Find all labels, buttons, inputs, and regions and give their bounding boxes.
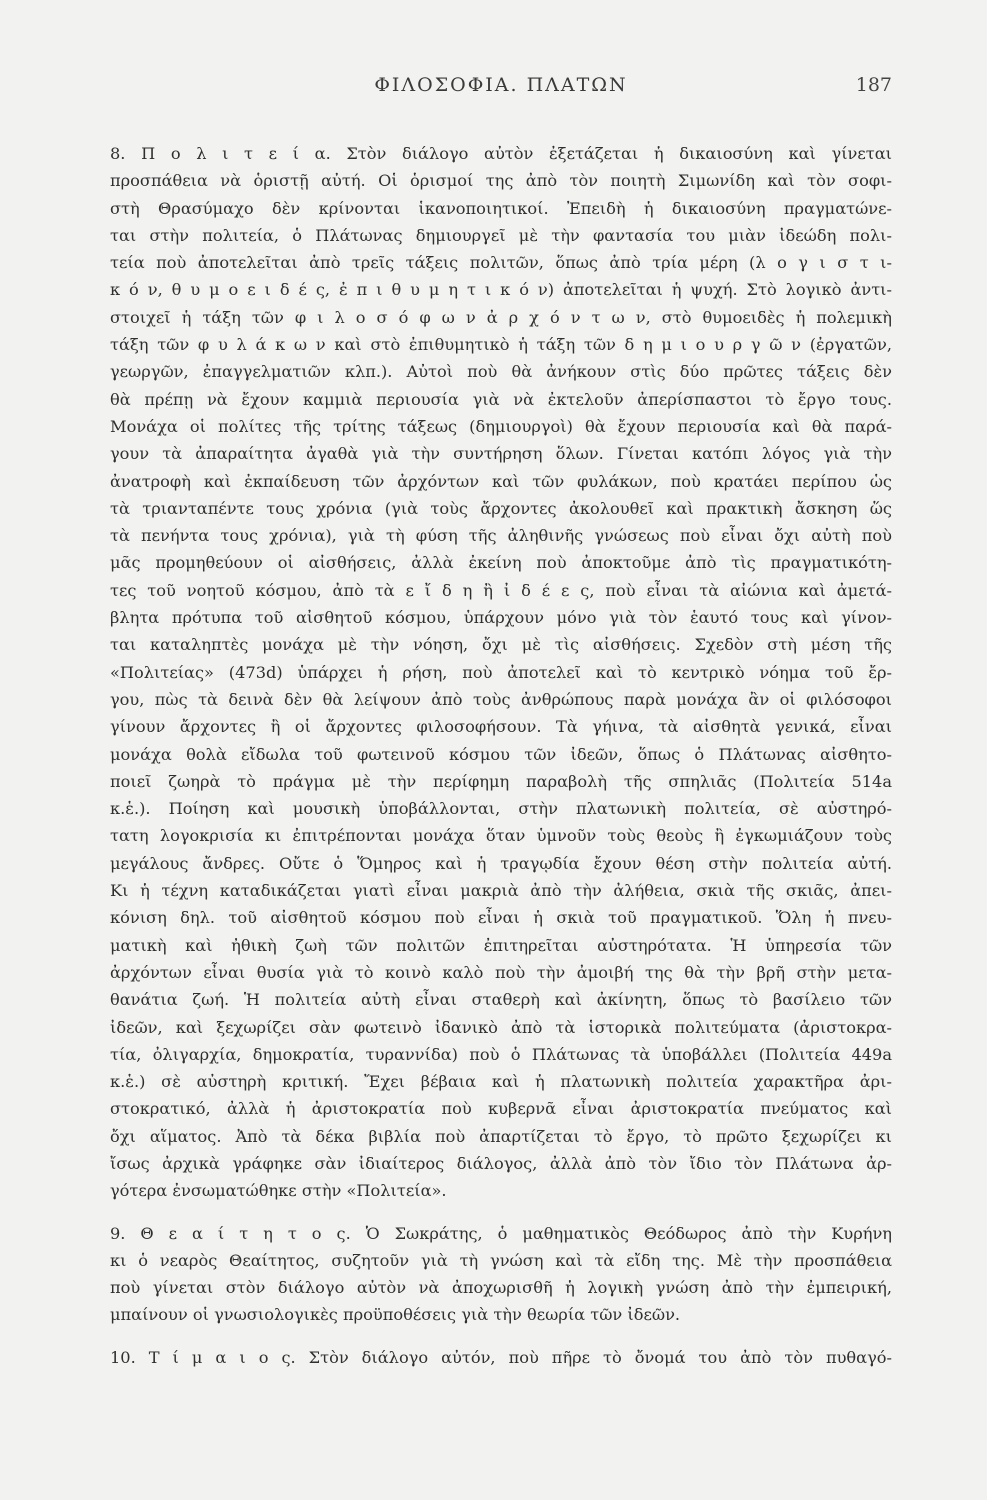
text-line: τία, ὀλιγαρχία, δημοκρατία, τυραννίδα) ποὺ ὁ Πλάτωνας τὰ ὑποβάλλει (Πολιτεία 449a [110,1044,892,1064]
running-title: ΦΙΛΟΣΟΦΙΑ. ΠΛΑΤΩΝ [374,74,628,96]
text-line: τατη λογοκρισία κι ἐπιτρέπονται μονάχα ὅταν ὑμνοῦν τοὺς θεοὺς ἢ ἐγκωμιάζουν τοὺς [110,826,892,846]
text-line: κόνιση δηλ. τοῦ αἰσθητοῦ κόσμου ποὺ εἶναι ἡ σκιὰ τοῦ πραγματικοῦ. Ὅλη ἡ πνευ- [110,908,892,928]
text-line: θὰ πρέπῃ νὰ ἔχουν καμμιὰ περιουσία γιὰ νὰ ἐκτελοῦν ἀπερίσπαστοι τὸ ἔργο τους. [110,389,892,409]
text-line: βλητα πρότυπα τοῦ αἰσθητοῦ κόσμου, ὑπάρχουν μόνο γιὰ τὸν ἑαυτό τους καὶ γίνον- [110,608,892,628]
text-line: ται καταληπτὲς μονάχα μὲ τὴν νόηση, ὄχι μὲ τὶς αἰσθήσεις. Σχεδὸν στὴ μέση τῆς [110,635,892,655]
text-line: μεγάλους ἄνδρες. Οὔτε ὁ Ὅμηρος καὶ ἡ τραγῳδία ἔχουν θέση στὴν πολιτεία αὐτή. [110,853,892,873]
text-line: Μονάχα οἱ πολίτες τῆς τρίτης τάξεως (δημιουργοὶ) θὰ ἔχουν περιουσία καὶ θὰ παρά- [110,416,892,436]
text-line: κ.ἑ.). Ποίηση καὶ μουσικὴ ὑποβάλλονται, στὴν πλατωνικὴ πολιτεία, σὲ αὐστηρό- [110,799,892,819]
text-line: κι ὁ νεαρὸς Θεαίτητος, συζητοῦν γιὰ τὴ γνώση καὶ τὰ εἴδη της. Μὲ τὴν προσπάθεια [110,1250,892,1270]
text-line: μπαίνουν οἱ γνωσιολογικὲς προϋποθέσεις γιὰ τὴν θεωρία τῶν ἰδεῶν. [110,1305,681,1325]
text-line: γότερα ἐνσωματώθηκε στὴν «Πολιτεία». [110,1181,447,1201]
text-line: τὰ πενήντα τους χρόνια), γιὰ τὴ φύση τῆς ἀληθινῆς γνώσεως ποὺ εἶναι ὄχι αὐτὴ ποὺ [110,526,892,546]
page-number: 187 [855,74,892,96]
text-line: Κι ἡ τέχνη καταδικάζεται γιατὶ εἶναι μακριὰ ἀπὸ τὴν ἀλήθεια, σκιὰ τῆς σκιᾶς, ἀπει- [110,881,892,901]
text-line: ἀνατροφὴ καὶ ἐκπαίδευση τῶν ἀρχόντων καὶ τῶν φυλάκων, ποὺ κρατάει περίπου ὡς [110,471,892,491]
text-line: κ ό ν, θ υ μ ο ε ι δ έ ς, ἐ π ι θ υ μ η τ ι κ ό ν) ἀποτελεῖται ἡ ψυχή. Στὸ λογικὸ ἀντι- [110,280,892,300]
text-line: 10. Τ ί μ α ι ο ς. Στὸν διάλογο αὐτόν, ποὺ πῆρε τὸ ὄνομά του ἀπὸ τὸν πυθαγό- [110,1347,892,1367]
text-line: γίνουν ἄρχοντες ἢ οἱ ἄρχοντες φιλοσοφήσουν. Τὰ γήινα, τὰ αἰσθητὰ γενικά, εἶναι [110,717,892,737]
text-line: θανάτια ζωή. Ἡ πολιτεία αὐτὴ εἶναι σταθερὴ καὶ ἀκίνητη, ὅπως τὸ βασίλειο τῶν [110,990,892,1010]
paragraph-timaios [110,1344,892,1371]
text-line: ται στὴν πολιτεία, ὁ Πλάτωνας δημιουργεῖ μὲ τὴν φαντασία του μιὰν ἰδεώδη πολι- [110,225,892,245]
text-line: ποιεῖ ζωηρὰ τὸ πράγμα μὲ τὴν περίφημη παραβολὴ τῆς σπηλιᾶς (Πολιτεία 514a [110,771,892,791]
text-line: γου, πὼς τὰ δεινὰ δὲν θὰ λείψουν ἀπὸ τοὺς ἀνθρώπους παρὰ μονάχα ἂν οἱ φιλόσοφοι [110,689,892,709]
text-line: τὰ τριανταπέντε τους χρόνια (γιὰ τοὺς ἄρχοντες ἀκολουθεῖ καὶ πρακτικὴ ἄσκηση ὥς [110,498,892,518]
paragraph-politeia [110,140,892,1205]
text-line: τεία ποὺ ἀποτελεῖται ἀπὸ τρεῖς τάξεις πολιτῶν, ὅπως ἀπὸ τρία μέρη (λ ο γ ι σ τ ι- [110,253,892,273]
text-line: κ.ἑ.) σὲ αὐστηρὴ κριτική. Ἔχει βέβαια καὶ ἡ πλατωνικὴ πολιτεία χαρακτῆρα ἀρι- [110,1072,892,1092]
text-line: τες τοῦ νοητοῦ κόσμου, ἀπὸ τὰ ε ἴ δ η ἢ ἰ δ έ ε ς, ποὺ εἶναι τὰ αἰώνια καὶ ἀμετά- [110,580,892,600]
running-head [110,74,892,104]
text-line: ἴσως ἀρχικὰ γράφηκε σὰν ἰδιαίτερος διάλογος, ἀλλὰ ἀπὸ τὸν ἴδιο τὸν Πλάτωνα ἀρ- [110,1153,892,1173]
text-line: ὄχι αἵματος. Ἀπὸ τὰ δέκα βιβλία ποὺ ἀπαρτίζεται τὸ ἔργο, τὸ πρῶτο ξεχωρίζει κι [110,1126,892,1146]
text-line: τάξη τῶν φ υ λ ά κ ω ν καὶ στὸ ἐπιθυμητικὸ ἡ τάξη τῶν δ η μ ι ο υ ρ γ ῶ ν (ἐργατῶν, [110,335,892,355]
text-line: προσπάθεια νὰ ὁριστῇ αὐτή. Οἱ ὁρισμοί της ἀπὸ τὸν ποιητὴ Σιμωνίδη καὶ τὸν σοφι- [110,171,892,191]
text-line: 8. Π ο λ ι τ ε ί α. Στὸν διάλογο αὐτὸν ἐξετάζεται ἡ δικαιοσύνη καὶ γίνεται [110,144,892,163]
body-text [110,140,892,1371]
text-line: μονάχα θολὰ εἴδωλα τοῦ φωτεινοῦ κόσμου τῶν ἰδεῶν, ὅπως ὁ Πλάτωνας αἰσθητο- [110,744,892,764]
text-line: μᾶς προμηθεύουν οἱ αἰσθήσεις, ἀλλὰ ἐκείνη ποὺ ἀποκτοῦμε ἀπὸ τὶς πραγματικότη- [110,553,892,573]
text-line: ματικὴ καὶ ἠθικὴ ζωὴ τῶν πολιτῶν ἐπιτηρεῖται αὐστηρότατα. Ἡ ὑπηρεσία τῶν [110,935,892,955]
text-line: γεωργῶν, ἐπαγγελματιῶν κλπ.). Αὐτοὶ ποὺ θὰ ἀνήκουν στὶς δύο πρῶτες τάξεις δὲν [110,362,892,382]
text-line: στὴ Θρασύμαχο δὲν κρίνονται ἱκανοποιητικοί. Ἐπειδὴ ἡ δικαιοσύνη πραγματώνε- [110,198,892,218]
text-line: ἰδεῶν, καὶ ξεχωρίζει σὰν φωτεινὸ ἰδανικὸ ἀπὸ τὰ ἱστορικὰ πολιτεύματα (ἀριστοκρα- [110,1017,892,1037]
text-line: ἀρχόντων εἶναι θυσία γιὰ τὸ κοινὸ καλὸ ποὺ τὴν ἀμοιβή της θὰ τὴν βρῆ στὴν μετα- [110,962,892,982]
text-line: 9. Θ ε α ί τ η τ ο ς. Ὁ Σωκράτης, ὁ μαθηματικὸς Θεόδωρος ἀπὸ τὴν Κυρήνη [110,1223,892,1243]
text-line: στοκρατικό, ἀλλὰ ἡ ἀριστοκρατία ποὺ κυβερνᾶ εἶναι ἀριστοκρατία πνεύματος καὶ [110,1099,892,1119]
text-line: στοιχεῖ ἡ τάξη τῶν φ ι λ ο σ ό φ ω ν ἀ ρ χ ό ν τ ω ν, στὸ θυμοειδὲς ἡ πολεμικὴ [110,307,892,327]
text-line: ποὺ γίνεται στὸν διάλογο αὐτὸν νὰ ἀποχωρισθῆ ἡ λογικὴ γνώση ἀπὸ τὴν ἐμπειρική, [110,1278,892,1298]
text-line: γουν τὰ ἀπαραίτητα ἀγαθὰ γιὰ τὴν συντήρηση ὅλων. Γίνεται κατόπι λόγος γιὰ τὴν [110,444,892,464]
paragraph-theaitetos [110,1220,892,1329]
text-line: «Πολιτείας» (473d) ὑπάρχει ἡ ρήση, ποὺ ἀποτελεῖ καὶ τὸ κεντρικὸ νόημα τοῦ ἔρ- [110,662,892,682]
